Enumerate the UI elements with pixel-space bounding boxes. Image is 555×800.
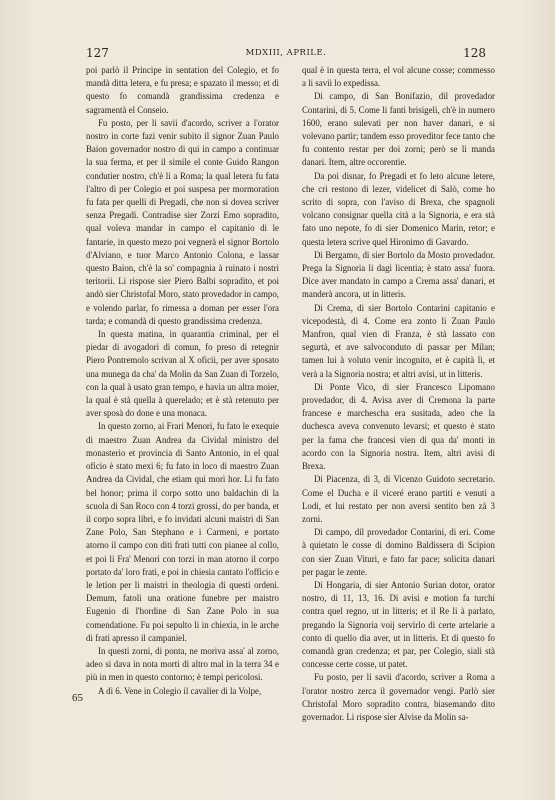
paragraph: Di campo, dil provedador Contarini, di eri. Come à quietato le cosse di domino Baldissera di Scipion con sier Zuan Vituri, e fato far pace; solicita danari per pagar le zente. xyxy=(302,527,495,577)
page-header xyxy=(86,46,486,62)
paragraph: Di Crema, di sier Bortolo Contarini capitanio e vicepodestà, di 4. Come era zonto li Zuan Paulo Manfron, qual vien di Franza, è stà lassato con segurtà, et ave salvoconduto di passar per Milan; tamen lui à voluto venir incognito, et è capità lì, et verà a la Signoria nostra; et altri avisi, ut in litteris. xyxy=(302,302,495,379)
left-column xyxy=(86,64,279,698)
paragraph: In questi zorni, di ponta, ne moriva assa' al zorno, adeo si dava in nota morti di altro mal in la terra 34 e più in men in questo contorno; è tempi pericolosi. xyxy=(86,645,279,683)
paragraph: Di Piacenza, di 3, di Vicenzo Guidoto secretario. Come el Ducha e il viceré erano partiti e venuti a Lodi, et lui restato per non aversi sentito ben zà 3 zorni. xyxy=(302,474,495,524)
paragraph: Fu posto, per li savii d'acordo, scriver a Roma a l'orator nostro zerca il governador vengi. Parlò sier Christofal Moro sopradito contra, biasemando dito governador. Li rispose sier Alvise da Molin sa- xyxy=(302,672,495,722)
paragraph: Di Ponte Vico, di sier Francesco Lipomano provedador, di 4. Avisa aver di Cremona la parte francese e marchescha era susitada, adeo che la duchesca aveva convenuto levarsi; et questo è stato per la fama che francesi vien di qua da' monti in acordo con la Signoria nostra. Item, altri avisi di Brexa. xyxy=(302,381,495,472)
paragraph: Di Hongaria, di sier Antonio Surian dotor, orator nostro, di 11, 13, 16. Di avisi e motion fa turchi contra quel regno, ut in litteris; et il Re li à parlato, pregando la Signoria voij servirlo di certe artelarie a conto di quello dia aver, ut in litteris. Et di questo fo comandà gran credenza; et par, per Colegio, siali stà concesse certe cosse, ut patet. xyxy=(302,579,495,670)
paragraph: A dì 6. Vene in Colegio il cavalier di la Volpe, xyxy=(98,685,262,696)
paragraph: Di Bergamo, di sier Bortolo da Mosto provedador. Prega la Signoria li dagi licentia; è stato assa' fuora. Dice aver mandato in campo a Crema assa' danari, et manderà ancora, ut in litteris. xyxy=(302,249,495,300)
paragraph: qual è in questa terra, el vol alcune cosse; commesso a li savii lo expedissa. xyxy=(302,65,495,89)
page-number-right: 128 xyxy=(463,46,486,60)
paragraph: In questo zorno, ai Frari Menori, fu fato le exequie di maestro Zuan Andrea da Cividal ministro del monasterio et provincia di Santo Antonio, in el qual oficio è stato mexi 6; fu fato in loco di maestro Zuan Andrea da Cividal, che etiam qui morì hor. Li fu fato bel honor; prima il corpo sotto uno baldachin di la scuola di San Roco con 4 torzi grossi, do per banda, et il corpo sopra libri, e fo invidati alcuni maistri di San Zane Polo, San Stephano e i Carmeni, e portato atorno il campo con diti frati tutti con pianee al collo, et poi li Fra' Menori con torzi in man atorno il corpo portato da' loro frati, e poi in chiesia cantato l'officio e le letion per li maistri in theologia di questi ordeni. Demum, fatoli una oratione funebre per maistro Eugenio di l'hordine di San Zane Polo in sua comendatione. Fu poi sepulto li in chiexia, in le arche di frati apresso il campaniel. xyxy=(86,421,279,643)
page-number-left: 127 xyxy=(86,46,109,60)
right-column xyxy=(302,64,495,724)
running-title: MDXIII, APRILE. xyxy=(245,48,327,58)
paragraph: poi parlò il Principe in sentation del Colegio, et fo mandà ditta letera, e fu presa; e spazato il messo; et di questo fo comandà grandissima credenza e sagramentà el Conseio. xyxy=(86,65,279,115)
paragraph: Da poi disnar, fo Pregadi et fo leto alcune letere, che cri restono di lezer, videlicet di Salò, come ho scrito di sopra, con l'aviso di Brexa, che spagnoli volcano consignar quella cità a la Signoria, e era stà fato uno nepote, fo di sier Domenico Marin, retor; e questa letera scrive quel Hironimo di Gavardo. xyxy=(302,170,495,247)
paragraph: Di campo, di San Bonifazio, dil provedador Contarini, di 5. Come li fanti brisigeli, ch'è in numero 1600, erano sulevati per non haver danari, e si volevano partir; tandem esso proveditor fece tanto che fu contento restar per doi zorni; però se li manda danari. Item, altre occorentie. xyxy=(302,91,495,168)
paragraph: Fu posto, per li savii d'acordo, scriver a l'orator nostro in corte fazi venir subito il signor Zuan Paulo Baion governador nostro di qui in campo a continuar la sua ferma, et per il simile el conte Guido Rangon condutier nostro, ch'è li a Roma; la qual letera fu fata l'altro dì per Colegio et poi suspesa per mormoration fu fata per quelli di Pregadi, che non si dovea scriver senza Pregadi. Contradise sier Zorzi Emo sopradito, qual voleva mandar in campo el capitanio di le fantarie, in questo mezo poi vegnerà el signor Bortolo d'Alviano, e tuor Marco Antonio Colona, e lassar questo Baion, ch'è la so' compagnia à ruinato i nostri teritorii. Li rispose sier Piero Balbi sopradito, et poi andò sier Christofal Moro, stato provedador in campo, e volendo parlar, fo rimessa a doman per esser l'ora tarda; e comandà di questo grandissima credenza. xyxy=(86,117,279,326)
paragraph: In questa matina, in quarantia criminal, per el piedar di avogadori di comun, fo preso di retegnir Piero Pontremolo scrivan al X oficii, per aver sposato una munega da cha' da Molin da San Zuan di Torzelo, con la qual à usato gran tempo, e havia un altra moier, la qual è stà quella à querelado; et è stà retenuto per aver sposà do done e una monaca. xyxy=(86,329,279,419)
margin-number: 65 xyxy=(72,692,83,704)
